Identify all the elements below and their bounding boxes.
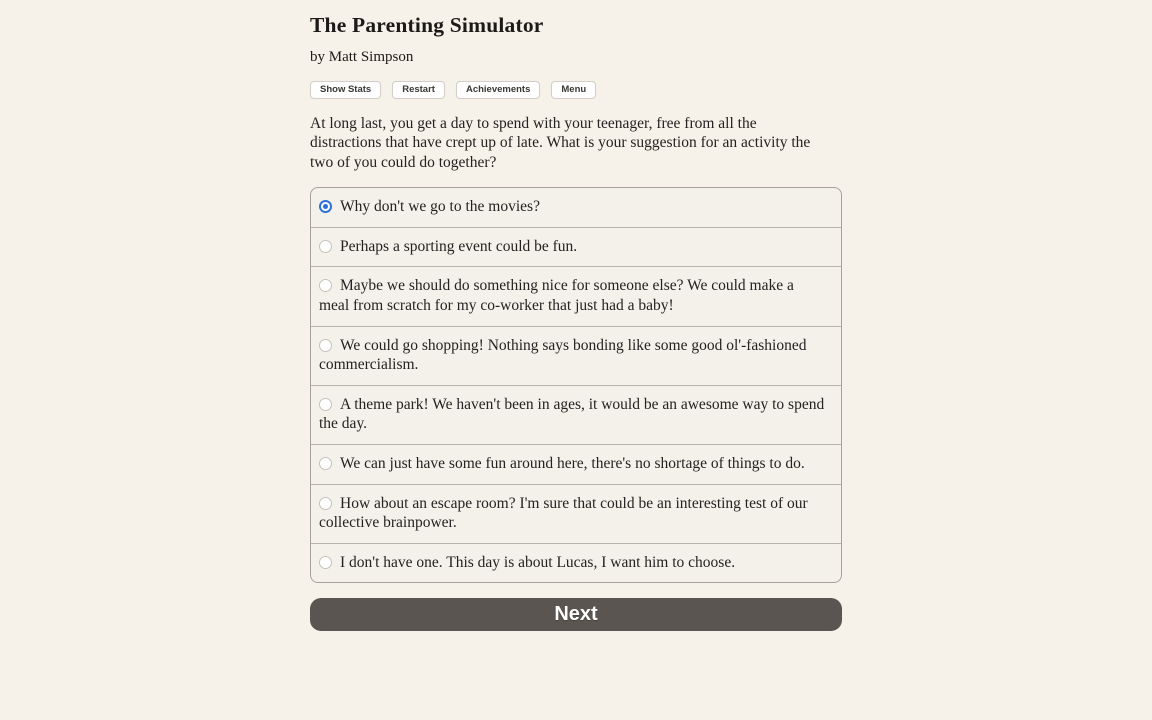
choice-option-7[interactable] [311, 484, 841, 543]
story-text: At long last, you get a day to spend with your teenager, free from all the distractions that have crept up of late. What is your suggestion for an activity the two of you could do together? [310, 114, 811, 171]
menu-button[interactable]: Menu [551, 81, 596, 99]
choice-label: Perhaps a sporting event could be fun. [340, 237, 578, 255]
choice-label: I don't have one. This day is about Lucas, I want him to choose. [340, 553, 736, 571]
choice-radio-1[interactable] [319, 200, 332, 213]
choice-label: We can just have some fun around here, there's no shortage of things to do. [340, 455, 805, 473]
choice-option-2[interactable] [311, 227, 841, 267]
choices-list [310, 187, 842, 583]
choice-option-1[interactable] [311, 188, 841, 227]
choice-radio-2[interactable] [319, 240, 332, 253]
game-author: by Matt Simpson [310, 49, 414, 65]
choice-option-5[interactable] [311, 385, 841, 444]
choice-option-6[interactable] [311, 444, 841, 484]
choice-option-4[interactable] [311, 326, 841, 385]
choice-label: We could go shopping! Nothing says bonding like some good ol'-fashioned commercialism. [319, 336, 807, 374]
choice-radio-7[interactable] [319, 497, 332, 510]
next-button[interactable]: Next [310, 598, 842, 631]
choice-label: Maybe we should do something nice for someone else? We could make a meal from scratch for my co-worker that just had a baby! [319, 277, 794, 315]
choice-radio-8[interactable] [319, 556, 332, 569]
toolbar [310, 81, 842, 99]
game-container [310, 0, 842, 631]
choice-label: Why don't we go to the movies? [340, 198, 540, 216]
choice-radio-4[interactable] [319, 339, 332, 352]
show-stats-button[interactable]: Show Stats [310, 81, 381, 99]
choice-radio-6[interactable] [319, 457, 332, 470]
game-title: The Parenting Simulator [310, 13, 544, 37]
choice-radio-5[interactable] [319, 398, 332, 411]
choice-option-8[interactable] [311, 543, 841, 583]
choice-option-3[interactable] [311, 266, 841, 325]
choice-label: How about an escape room? I'm sure that could be an interesting test of our collective brainpower. [319, 494, 808, 532]
choice-label: A theme park! We haven't been in ages, it would be an awesome way to spend the day. [319, 395, 825, 433]
choice-radio-3[interactable] [319, 279, 332, 292]
restart-button[interactable]: Restart [392, 81, 445, 99]
achievements-button[interactable]: Achievements [456, 81, 540, 99]
choice-form [310, 187, 842, 631]
